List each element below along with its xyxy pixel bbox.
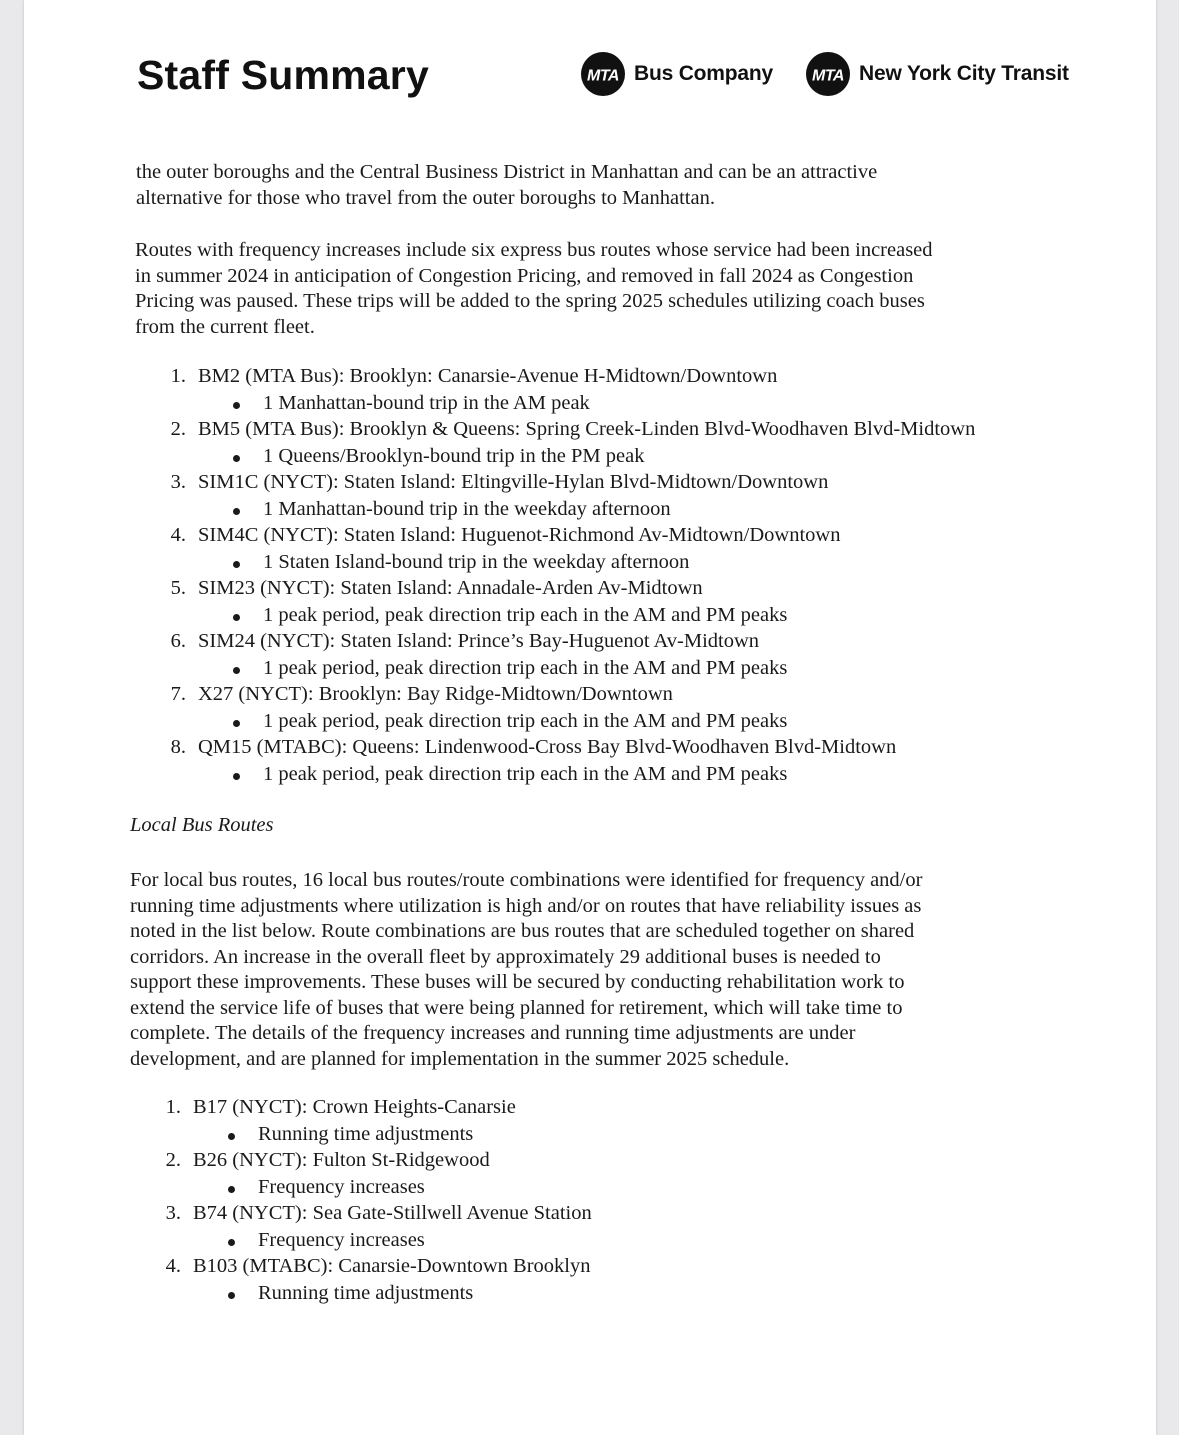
bullet-icon (233, 455, 240, 462)
bullet-icon (228, 1186, 235, 1193)
bullet-icon (228, 1292, 235, 1299)
list-number: 8. (170, 736, 186, 758)
bullet-icon (233, 667, 240, 674)
route-name: SIM24 (NYCT): Staten Island: Prince’s Bay-Huguenot Av-Midtown (198, 630, 760, 652)
text-line: For local bus routes, 16 local bus routes/route combinations were identified for frequency and/or (130, 869, 923, 891)
document-page (24, 0, 1156, 1435)
list-number: 3. (170, 471, 186, 493)
route-name: B26 (NYCT): Fulton St-Ridgewood (193, 1149, 490, 1171)
local-bus-routes-heading: Local Bus Routes (130, 814, 274, 836)
route-detail: 1 Manhattan-bound trip in the AM peak (263, 391, 590, 414)
list-number: 2. (170, 418, 186, 440)
route-list-item (151, 1149, 1151, 1202)
brand-bus-company (580, 48, 773, 100)
route-detail: 1 Staten Island-bound trip in the weekday afternoon (263, 550, 690, 573)
bullet-icon (233, 508, 240, 515)
list-number: 1. (165, 1096, 181, 1118)
list-number: 4. (170, 524, 186, 546)
route-list-item (151, 1202, 1151, 1255)
route-detail: 1 peak period, peak direction trip each in the AM and PM peaks (263, 709, 788, 732)
mta-logo-text: MTA (587, 67, 619, 85)
brand-nyct (805, 48, 1069, 100)
route-list-item (156, 736, 1156, 789)
route-list-item (156, 683, 1156, 736)
bullet-icon (233, 561, 240, 568)
route-detail: 1 peak period, peak direction trip each in the AM and PM peaks (263, 656, 788, 679)
route-name: B74 (NYCT): Sea Gate-Stillwell Avenue Station (193, 1202, 592, 1224)
document-header (24, 0, 1156, 140)
list-number: 7. (170, 683, 186, 705)
route-name: X27 (NYCT): Brooklyn: Bay Ridge-Midtown/Downtown (198, 683, 673, 705)
route-name: SIM23 (NYCT): Staten Island: Annadale-Arden Av-Midtown (198, 577, 703, 599)
route-detail: 1 peak period, peak direction trip each in the AM and PM peaks (263, 762, 788, 785)
route-detail: Frequency increases (258, 1228, 425, 1251)
list-number: 4. (165, 1255, 181, 1277)
route-list-item (156, 524, 1156, 577)
route-detail: Frequency increases (258, 1175, 425, 1198)
route-list-item (156, 577, 1156, 630)
route-detail: 1 Manhattan-bound trip in the weekday afternoon (263, 497, 671, 520)
bullet-icon (233, 720, 240, 727)
route-name: BM2 (MTA Bus): Brooklyn: Canarsie-Avenue H-Midtown/Downtown (198, 365, 778, 387)
express-paragraph (135, 238, 933, 340)
route-name: QM15 (MTABC): Queens: Lindenwood-Cross Bay Blvd-Woodhaven Blvd-Midtown (198, 736, 897, 758)
mta-logo-text: MTA (812, 67, 844, 85)
text-line: the outer boroughs and the Central Business District in Manhattan and can be an attractive (136, 161, 878, 183)
bullet-icon (233, 773, 240, 780)
route-list-item (156, 365, 1156, 418)
text-line: Pricing was paused. These trips will be added to the spring 2025 schedules utilizing coach buses (135, 290, 925, 312)
text-line: Routes with frequency increases include six express bus routes whose service had been increased (135, 239, 933, 261)
text-line: corridors. An increase in the overall fleet by approximately 29 additional buses is needed to (130, 945, 881, 968)
brand-label-nyct: New York City Transit (859, 62, 1069, 85)
text-line: in summer 2024 in anticipation of Congestion Pricing, and removed in fall 2024 as Congestion (135, 264, 914, 287)
text-line: running time adjustments where utilization is high and/or on routes that have reliability issues as (130, 894, 922, 917)
route-name: SIM4C (NYCT): Staten Island: Huguenot-Richmond Av-Midtown/Downtown (198, 524, 841, 546)
list-number: 3. (165, 1202, 181, 1224)
route-list-item (151, 1096, 1151, 1149)
route-detail: 1 Queens/Brooklyn-bound trip in the PM peak (263, 444, 645, 467)
route-list-item (156, 418, 1156, 471)
route-name: SIM1C (NYCT): Staten Island: Eltingville-Hylan Blvd-Midtown/Downtown (198, 471, 829, 493)
bullet-icon (228, 1133, 235, 1140)
route-list-item (156, 630, 1156, 683)
route-list-item (156, 471, 1156, 524)
route-name: BM5 (MTA Bus): Brooklyn & Queens: Spring Creek-Linden Blvd-Woodhaven Blvd-Midtown (198, 418, 976, 440)
mta-logo-icon (805, 51, 851, 97)
list-number: 1. (170, 365, 186, 387)
text-line: from the current fleet. (135, 315, 315, 338)
route-detail: Running time adjustments (258, 1122, 474, 1145)
intro-paragraph (136, 160, 877, 211)
route-name: B103 (MTABC): Canarsie-Downtown Brooklyn (193, 1255, 591, 1277)
text-line: extend the service life of buses that were being planned for retirement, which will take time to (130, 996, 903, 1019)
bullet-icon (233, 402, 240, 409)
text-line: support these improvements. These buses will be secured by conducting rehabilitation work to (130, 971, 905, 993)
local-paragraph (130, 868, 922, 1072)
route-list-item (151, 1255, 1151, 1308)
bullet-icon (233, 614, 240, 621)
text-line: complete. The details of the frequency increases and running time adjustments are under (130, 1022, 856, 1044)
list-number: 5. (170, 577, 186, 599)
mta-logo-icon (580, 51, 626, 97)
text-line: alternative for those who travel from the outer boroughs to Manhattan. (136, 186, 715, 209)
list-number: 6. (170, 630, 186, 652)
bullet-icon (228, 1239, 235, 1246)
route-detail: 1 peak period, peak direction trip each in the AM and PM peaks (263, 603, 788, 626)
route-detail: Running time adjustments (258, 1281, 474, 1304)
page-title: Staff Summary (137, 52, 429, 98)
route-name: B17 (NYCT): Crown Heights-Canarsie (193, 1096, 516, 1118)
text-line: development, and are planned for implementation in the summer 2025 schedule. (130, 1047, 790, 1070)
list-number: 2. (165, 1149, 181, 1171)
text-line: noted in the list below. Route combinations are bus routes that are scheduled together on shared (130, 920, 915, 942)
brand-label-bus-company: Bus Company (634, 62, 773, 85)
